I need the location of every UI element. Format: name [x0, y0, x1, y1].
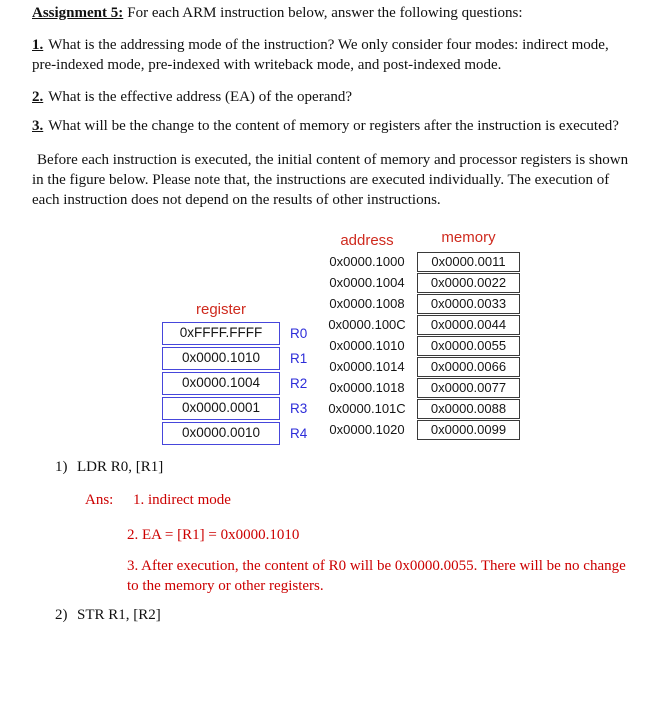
- register-label-r4: R4: [290, 426, 308, 441]
- note-paragraph: [32, 150, 628, 210]
- question-3-text: What will be the change to the content of memory or registers after the instruction is executed?: [48, 118, 619, 134]
- problem-1-instruction: LDR R0, [R1]: [77, 459, 164, 475]
- address-cell: 0x0000.101C: [328, 401, 406, 416]
- memory-cell: 0x0000.0066: [417, 357, 520, 377]
- memory-cell: 0x0000.0099: [417, 420, 520, 440]
- memory-column: [417, 252, 520, 440]
- memory-cell: 0x0000.0044: [417, 315, 520, 335]
- address-cell: 0x0000.1008: [329, 296, 405, 311]
- problem-2: [55, 605, 161, 625]
- question-3-number: 3.: [32, 118, 44, 134]
- register-cell-r1: 0x0000.1010: [162, 347, 280, 370]
- memory-cell: 0x0000.0077: [417, 378, 520, 398]
- register-value-column: [162, 322, 280, 445]
- answer-label: Ans:: [85, 492, 114, 508]
- register-cell-r4: 0x0000.0010: [162, 422, 280, 445]
- address-cell: 0x0000.1010: [329, 338, 405, 353]
- address-cell: 0x0000.1004: [329, 275, 405, 290]
- question-2-text: What is the effective address (EA) of the operand?: [48, 89, 353, 105]
- answer-3-line1: 3. After execution, the content of R0 will be 0x0000.0055. There will be no change: [127, 558, 626, 574]
- address-column-header: address: [340, 232, 394, 249]
- register-table-header: register: [195, 301, 247, 318]
- register-cell-r2: 0x0000.1004: [162, 372, 280, 395]
- question-1: [32, 35, 609, 75]
- problem-2-number: 2): [55, 607, 68, 623]
- memory-cell: 0x0000.0011: [417, 252, 520, 272]
- answer-1-addressing-mode: 1. indirect mode: [133, 492, 231, 508]
- address-cell: 0x0000.1020: [329, 422, 405, 437]
- question-1-line2: pre-indexed mode, pre-indexed with writeback mode, and post-indexed mode.: [32, 57, 502, 73]
- note-line1: Before each instruction is executed, the initial content of memory and processor registers is shown: [37, 152, 629, 168]
- problem-2-instruction: STR R1, [R2]: [77, 607, 161, 623]
- memory-column-header: memory: [441, 229, 496, 246]
- question-2: [32, 87, 352, 107]
- register-label-r3: R3: [290, 401, 308, 416]
- problem-1: [55, 457, 163, 477]
- note-line2: in the figure below. Please note that, the instructions are executed individually. The execution of: [32, 172, 610, 188]
- assignment-title: [32, 3, 523, 23]
- register-cell-r3: 0x0000.0001: [162, 397, 280, 420]
- register-label-r0: R0: [290, 326, 308, 341]
- answer-2-effective-address: 2. EA = [R1] = 0x0000.1010: [127, 527, 300, 543]
- assignment-title-label: Assignment 5:: [32, 5, 124, 21]
- question-3: [32, 116, 619, 136]
- memory-cell: 0x0000.0055: [417, 336, 520, 356]
- memory-cell: 0x0000.0022: [417, 273, 520, 293]
- answer-3-line2: to the memory or other registers.: [127, 578, 324, 594]
- memory-cell: 0x0000.0033: [417, 294, 520, 314]
- register-label-r1: R1: [290, 351, 308, 366]
- note-line3: each instruction does not depend on the results of other instructions.: [32, 192, 441, 208]
- question-2-number: 2.: [32, 89, 44, 105]
- address-cell: 0x0000.1000: [329, 254, 405, 269]
- register-cell-r0: 0xFFFF.FFFF: [162, 322, 280, 345]
- register-name-column: [290, 322, 307, 445]
- address-cell: 0x0000.1014: [329, 359, 405, 374]
- address-column: [327, 252, 407, 440]
- problem-1-number: 1): [55, 459, 68, 475]
- assignment-title-text: For each ARM instruction below, answer the following questions:: [127, 5, 523, 21]
- register-label-r2: R2: [290, 376, 308, 391]
- answer-3-execution-result: [127, 556, 626, 596]
- memory-cell: 0x0000.0088: [417, 399, 520, 419]
- question-1-line1: What is the addressing mode of the instruction? We only consider four modes: indirect mode,: [48, 37, 609, 53]
- question-1-number: 1.: [32, 37, 44, 53]
- address-cell: 0x0000.1018: [329, 380, 405, 395]
- address-cell: 0x0000.100C: [328, 317, 406, 332]
